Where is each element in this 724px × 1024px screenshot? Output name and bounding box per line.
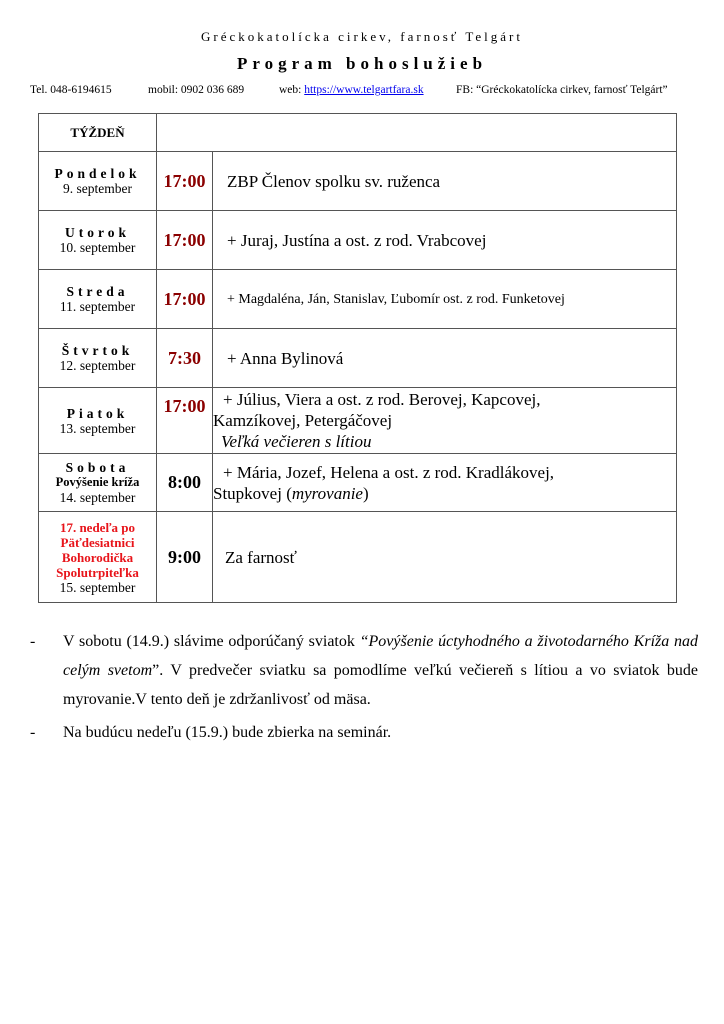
feast-quote: “Povýšenie úctyhodného a životodarného Kríža nad celým svetom: [63, 633, 698, 679]
holiday-line: 17. nedeľa po: [59, 519, 136, 535]
bullet-dash: -: [30, 633, 36, 650]
table-row: [39, 454, 677, 512]
table-row: [39, 211, 677, 270]
mass-time: 17:00: [157, 211, 213, 270]
day-date: 14. september: [59, 490, 136, 505]
holiday-line: Bohorodička: [61, 549, 134, 565]
parish-name: Gréckokatolícka cirkev, farnosť Telgárt: [201, 29, 523, 44]
day-cell: [39, 454, 157, 512]
day-date: 11. september: [59, 299, 136, 314]
feast-name: Povýšenie kríža: [55, 475, 140, 489]
intention-line: + Juraj, Justína a ost. z rod. Vrabcovej: [227, 230, 487, 250]
vespers-note: Veľká večieren s lítiou: [221, 432, 372, 451]
day-cell: [39, 270, 157, 329]
announcement-text: Na budúcu nedeľu (15.9.) bude zbierka na seminár.: [63, 724, 392, 741]
day-name: Utorok: [64, 225, 130, 240]
day-name: Piatok: [66, 405, 129, 421]
intention-text: Stupkovej (: [213, 483, 292, 503]
day-date: 13. september: [59, 420, 136, 436]
announcements: [30, 627, 699, 747]
announcement-item: [30, 718, 698, 747]
intention-line: Za farnosť: [225, 547, 297, 567]
myrovanie-text: myrovanie: [291, 483, 363, 503]
table-row: [39, 152, 677, 211]
mass-time: 17:00: [157, 152, 213, 211]
phone-number: Tel. 048-6194615: [30, 84, 112, 96]
intention-line: Kamzíkovej, Petergáčovej: [213, 411, 393, 430]
header-empty-cell: [157, 114, 677, 152]
intention: [213, 512, 677, 603]
intention: [213, 329, 677, 388]
intention-line: + Magdaléna, Ján, Stanislav, Ľubomír ost. z rod. Funketovej: [227, 291, 565, 307]
facebook-info: FB: “Gréckokatolícka cirkev, farnosť Telgárt”: [456, 84, 668, 96]
announcement-item: [30, 627, 699, 714]
week-header: TÝŽDEŇ: [39, 114, 157, 152]
holiday-line: Spolutrpiteľka: [56, 564, 139, 580]
intention: [213, 388, 677, 454]
mass-time: 9:00: [157, 512, 213, 603]
day-date: 9. september: [63, 181, 132, 196]
day-name: Sobota: [65, 460, 130, 475]
mass-time: 17:00: [157, 270, 213, 329]
intention: [213, 211, 677, 270]
day-name: Štvrtok: [61, 343, 134, 358]
intention-line: [213, 483, 676, 504]
page-title: Program bohoslužieb: [236, 54, 488, 73]
mass-time: 7:30: [157, 329, 213, 388]
mass-time: 17:00: [157, 388, 213, 454]
day-date: 10. september: [59, 240, 136, 255]
intention: [213, 270, 677, 329]
intention-line: + Anna Bylinová: [227, 348, 344, 368]
table-row: [39, 388, 677, 454]
website-link[interactable]: https://www.telgartfara.sk: [304, 84, 424, 96]
announcement-text-part: ”. V predvečer sviatku sa pomodlíme veľkú večiereň s lítiou a vo sviatok bude myrovanie.V tento deň je zdržanlivosť od mäsa.: [63, 662, 699, 708]
day-cell: [39, 211, 157, 270]
intention-line: ZBP Členov spolku sv. ruženca: [227, 171, 441, 191]
mobile-number: mobil: 0902 036 689: [148, 84, 245, 96]
website: [279, 84, 424, 96]
mass-time: 8:00: [157, 454, 213, 512]
day-cell: [39, 152, 157, 211]
day-cell: [39, 512, 157, 603]
intention-text: ): [362, 483, 369, 503]
day-date: 15. september: [59, 579, 136, 595]
announcement-text-part: V sobotu (14.9.) slávime odporúčaný sviatok: [63, 633, 360, 650]
intention-line: + Mária, Jozef, Helena a ost. z rod. Kradlákovej,: [223, 462, 555, 482]
day-name: Pondelok: [54, 166, 141, 181]
bullet-dash: -: [30, 724, 36, 741]
table-header-row: [39, 114, 677, 152]
announcement-text: [63, 627, 698, 714]
day-date: 12. september: [59, 358, 136, 373]
holiday-line: Päťdesiatnici: [60, 534, 135, 550]
intention-line: + Július, Viera a ost. z rod. Berovej, Kapcovej,: [223, 390, 541, 409]
day-name: Streda: [66, 284, 129, 299]
schedule-table: [38, 113, 677, 603]
day-cell: [39, 388, 157, 454]
day-cell: [39, 329, 157, 388]
intention: [213, 152, 677, 211]
table-row: [39, 329, 677, 388]
table-row: [39, 512, 677, 603]
intention: [213, 454, 677, 512]
table-row: [39, 270, 677, 329]
web-label: web:: [279, 84, 302, 96]
